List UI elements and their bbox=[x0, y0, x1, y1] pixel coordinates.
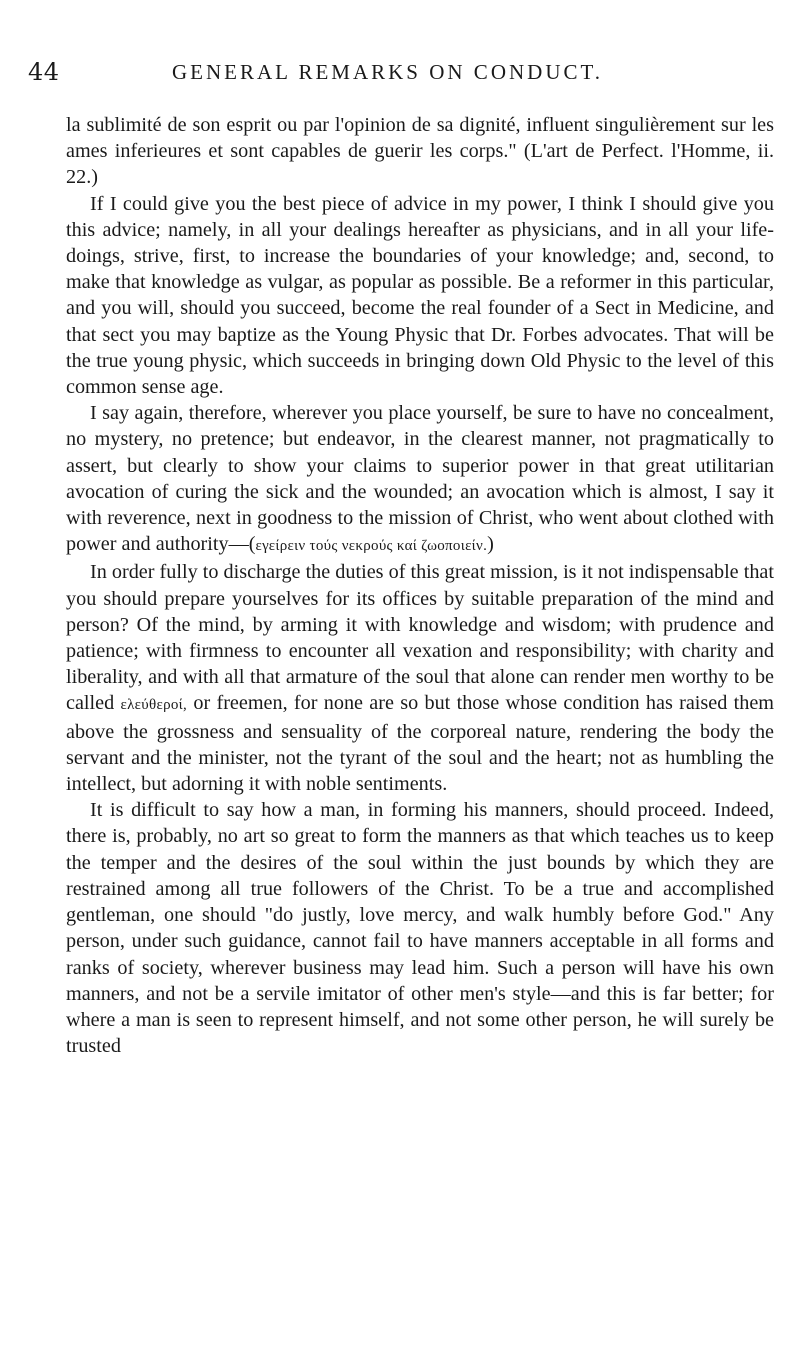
paragraph-5: It is difficult to say how a man, in forming his manners, should proceed. Indeed, there is, probably, no art so great to form the manners as that which teaches us to keep the temper and the desires of the soul within the just bounds by which they are restrained among all true followers of the Christ. To be a true and accomplished gentleman, one should "do justly, love mercy, and walk humbly before God." Any person, under such guidance, cannot fail to have manners acceptable in all forms and ranks of society, wherever business may lead him. Such a person will have his own manners, and not be a servile imitator of other men's style—and this is far better; for where a man is seen to represent himself, and not some other person, he will surely be trusted bbox=[66, 799, 774, 1058]
body-text bbox=[66, 112, 774, 1059]
paragraph-3-text: I say again, therefore, wherever you place yourself, be sure to have no concealment, no mystery, no pretence; but endeavor, in the clearest manner, not pragmatically to assert, but clearly to show your claims to superior power in that great utilitarian avocation of curing the sick and the wounded; an avocation which is almost, I say it with reverence, next in goodness to the mission of Christ, who went about clothed with power and authority—( bbox=[66, 402, 774, 556]
running-title: GENERAL REMARKS ON CONDUCT. bbox=[172, 60, 604, 84]
page-number: 44 bbox=[28, 58, 60, 86]
greek-quote: εγείρειν τούς νεκρούς καί ζωοποιείν. bbox=[255, 538, 488, 555]
paragraph-4-text: In order fully to discharge the duties of this great mission, is it not indispensable that you should prepare yourselves for its offices by suitable preparation of the mind and person? Of the mind, by arming it with knowledge and wisdom; with prudence and patience; with firmness to encounter all vexation and responsibility; with charity and liberality, and with all that armature of the soul that alone can render men worthy to be called bbox=[66, 561, 774, 715]
greek-word: ελεύθεροί, bbox=[120, 697, 188, 714]
paragraph-3-close: ) bbox=[487, 533, 494, 556]
paragraph-1: la sublimité de son esprit ou par l'opinion de sa dignité, influent singulièrement sur les ames inferieures et sont capables de guerir les corps." (L'art de Perfect. l'Homme, ii. 22.) bbox=[66, 114, 774, 189]
paragraph-4 bbox=[66, 559, 774, 797]
paragraph-2: If I could give you the best piece of advice in my power, I think I should give you this advice; namely, in all your dealings hereafter as physicians, and in all your life-doings, strive, first, to increase the boundaries of your knowledge; and, second, to make that knowledge as vulgar, as popular as possible. Be a reformer in this particular, and you will, should you succeed, become the real founder of a Sect in Medicine, and that sect you may baptize as the Young Physic that Dr. Forbes advocates. That will be the true young physic, which succeeds in bringing down Old Physic to the level of this common sense age. bbox=[66, 192, 774, 399]
paragraph-3 bbox=[66, 400, 774, 559]
paragraph-4-rest: or freemen, for none are so but those whose condition has raised them above the grossness and sensuality of the corporeal nature, rendering the body the servant and the minister, not the tyrant of the soul and the heart; not as humbling the intellect, but adorning it with noble sentiments. bbox=[66, 692, 774, 796]
